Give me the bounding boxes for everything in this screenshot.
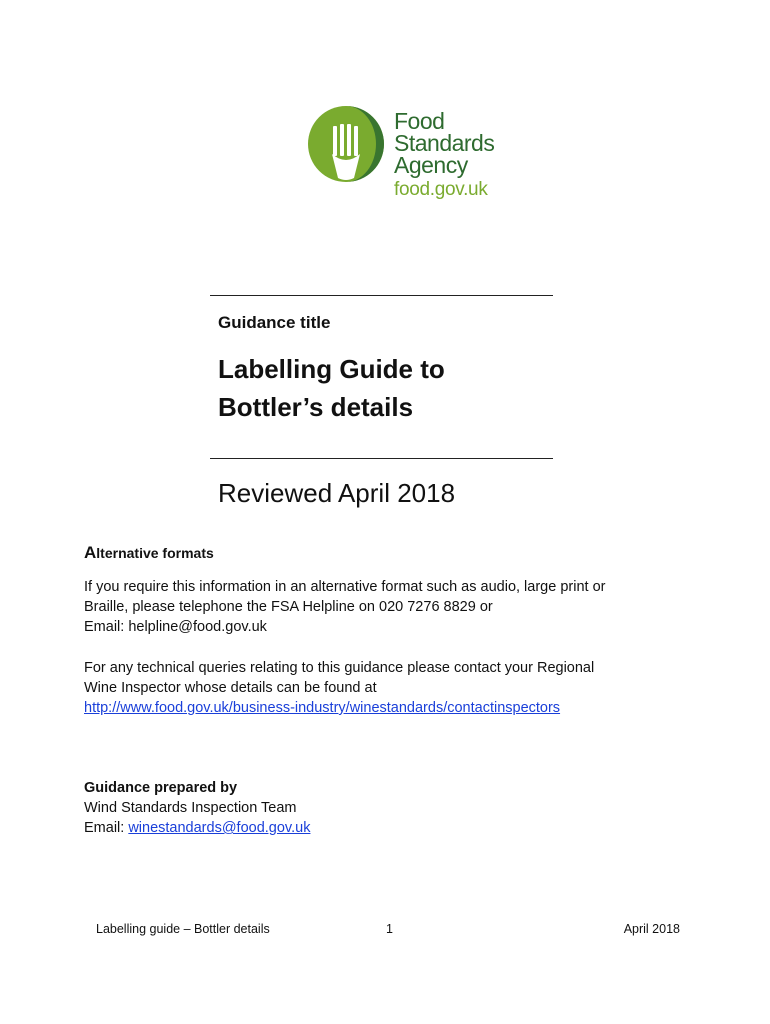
contact-inspectors-link[interactable]: http://www.food.gov.uk/business-industry/winestandards/contactinspectors [84,700,561,716]
footer-date: April 2018 [623,922,680,936]
alternative-formats-paragraph [84,577,605,637]
prepared-by-team: Wind Standards Inspection Team [84,800,297,816]
footer-doc-title: Labelling guide – Bottler details [96,922,270,936]
paragraph-line: For any technical queries relating to this guidance please contact your Regional [84,660,595,676]
paragraph-line: If you require this information in an alternative format such as audio, large print or [84,579,606,595]
divider-top [210,295,553,296]
prepared-by-section [84,778,310,838]
fsa-logo [306,104,516,204]
logo-url: food.gov.uk [394,179,488,200]
technical-queries-paragraph [84,658,594,718]
alternative-formats-heading [84,543,214,563]
paragraph-line: Wine Inspector whose details can be found at [84,680,377,696]
paragraph-line: Email: helpline@food.gov.uk [84,619,267,635]
prepared-by-heading: Guidance prepared by [84,780,238,796]
divider-bottom [210,458,553,459]
guidance-title-label: Guidance title [218,313,331,332]
paragraph-line: Braille, please telephone the FSA Helpline on 020 7276 8829 or [84,599,493,615]
email-label: Email: [84,820,129,836]
heading-initial: A [84,543,97,562]
fork-icon [306,104,394,190]
logo-line-agency: Agency [394,152,468,178]
page-title [218,350,445,426]
logo-line-standards: Standards [394,130,495,156]
email-link[interactable]: winestandards@food.gov.uk [128,820,311,836]
heading-rest: lternative formats [96,545,214,561]
title-line-2: Bottler’s details [218,392,414,422]
title-line-1: Labelling Guide to [218,354,445,384]
footer-page-number: 1 [386,922,393,936]
logo-text [394,110,494,201]
logo-line-food: Food [394,108,445,134]
reviewed-date: Reviewed April 2018 [218,478,456,508]
prepared-by-email-row [84,818,310,838]
